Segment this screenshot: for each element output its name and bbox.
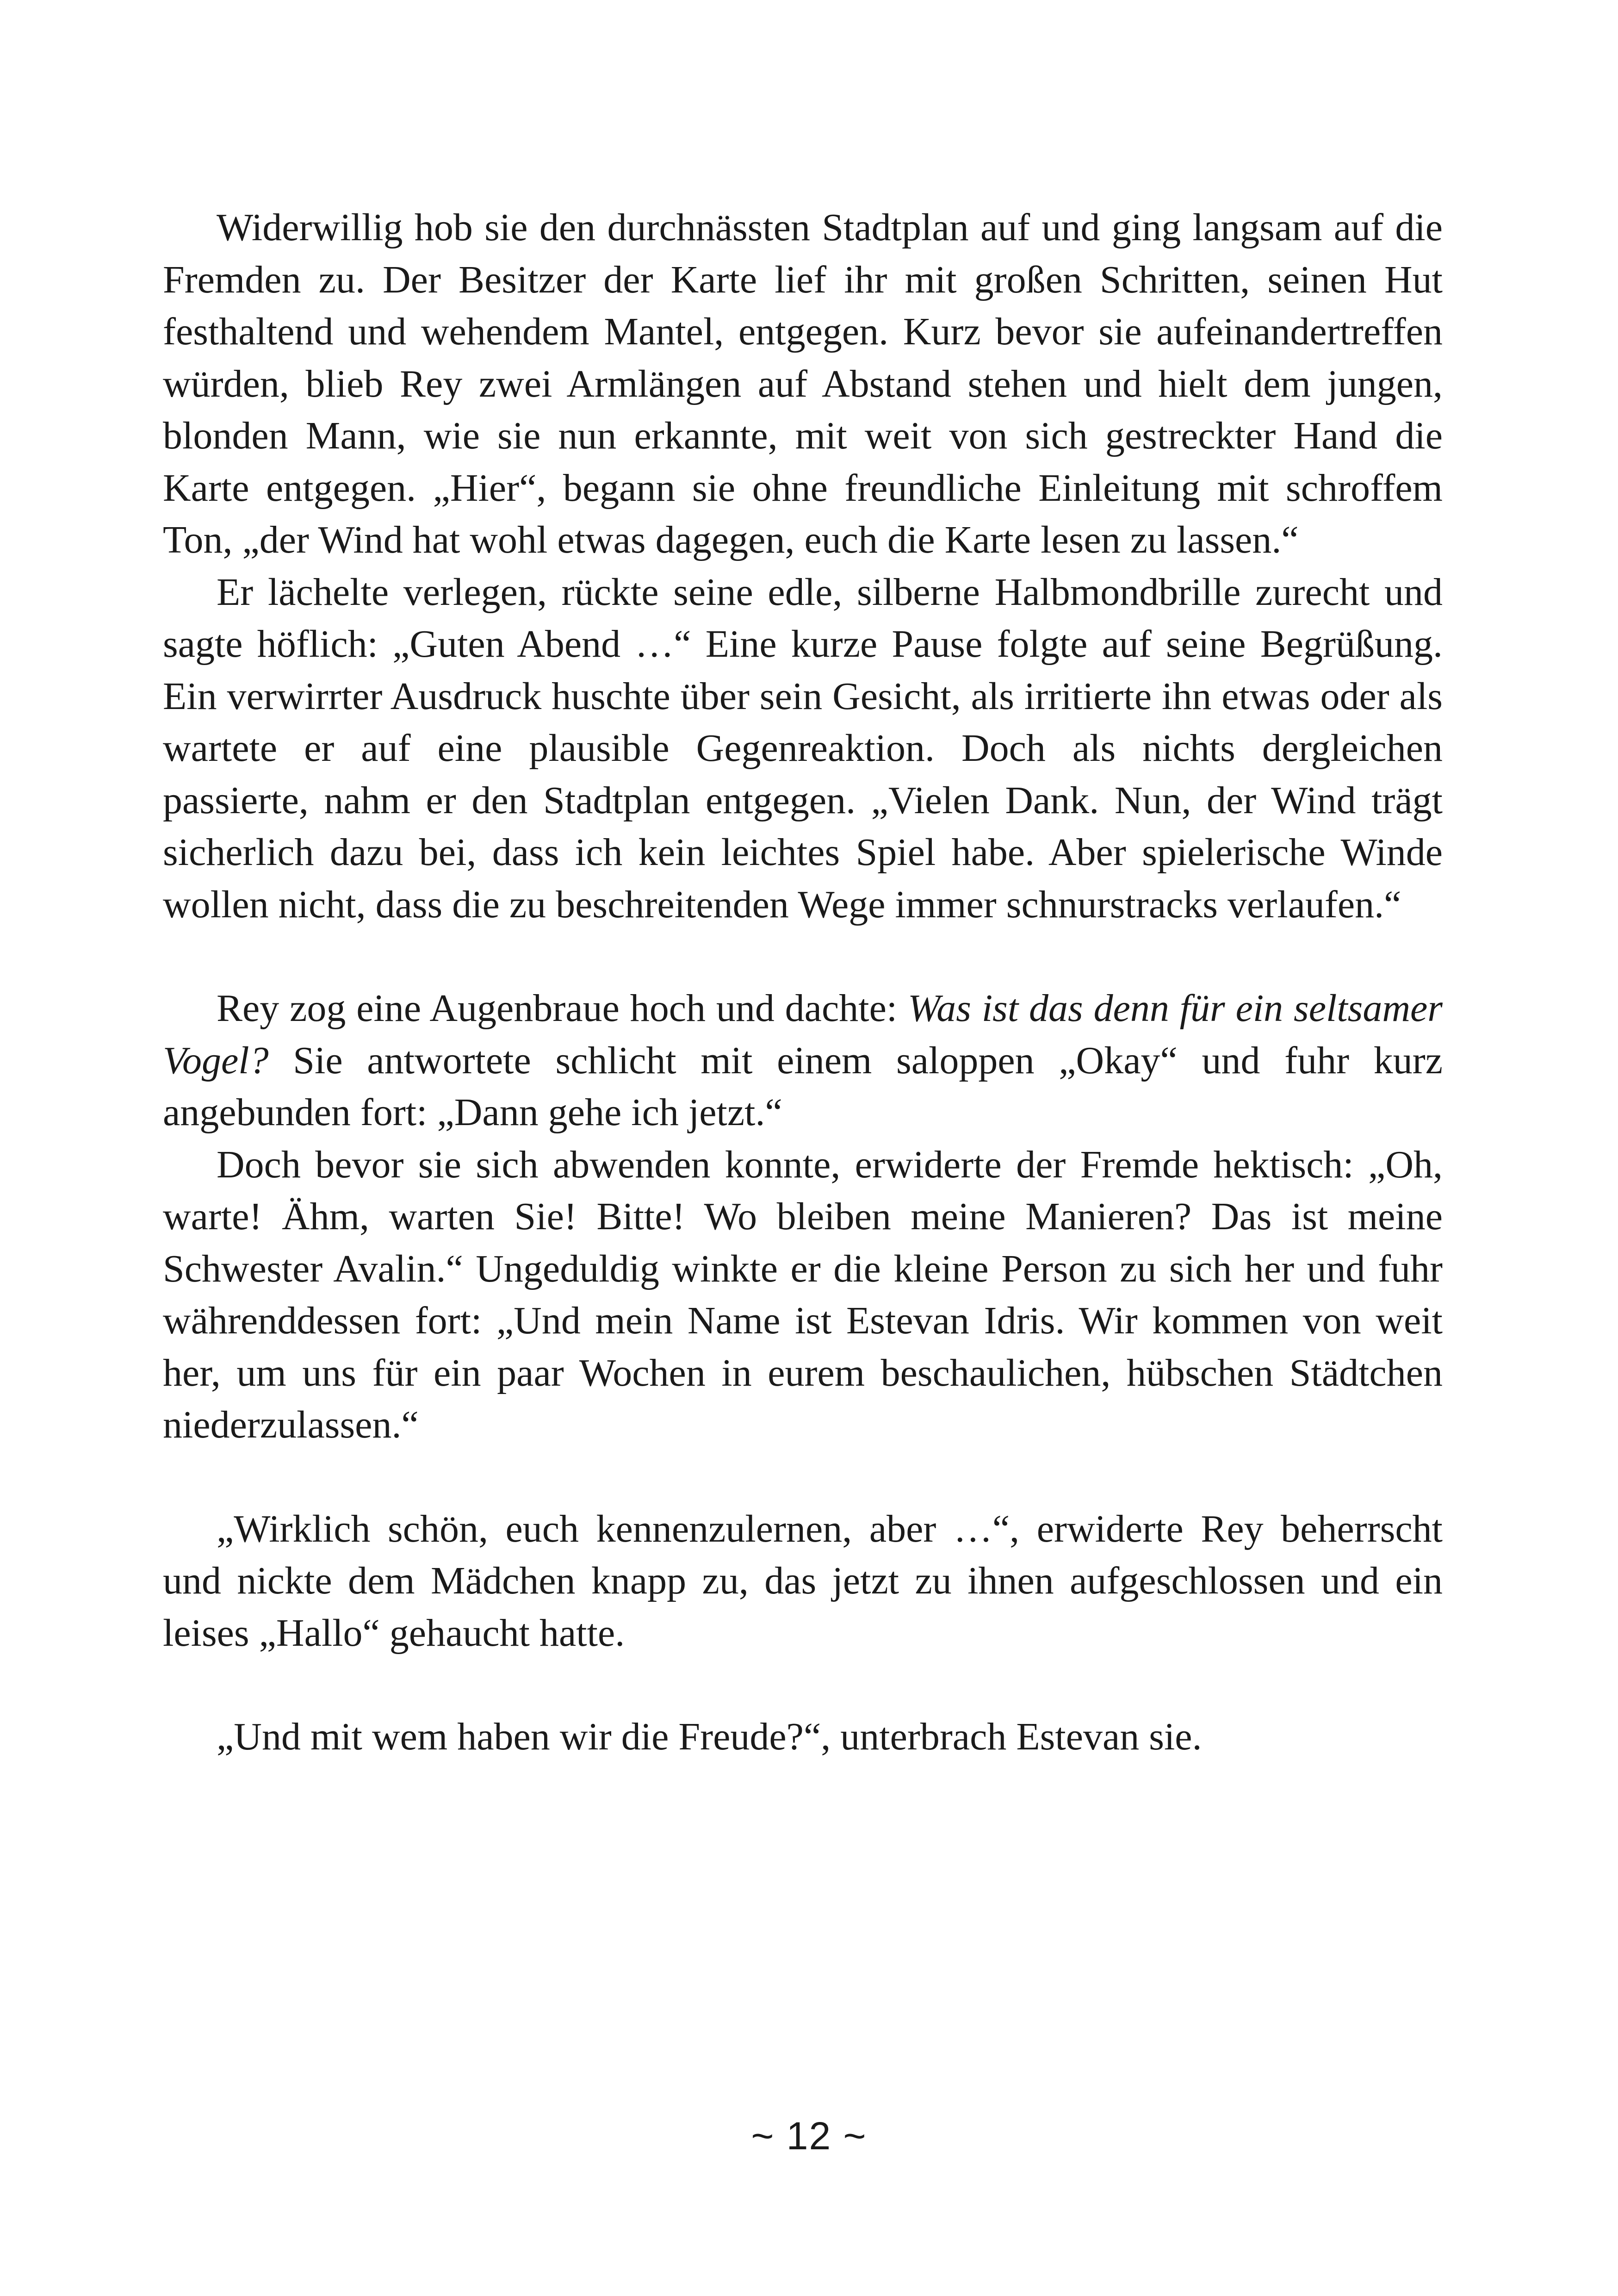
paragraph-2 bbox=[163, 566, 1443, 931]
paragraph-2-text: Er lächelte verlegen, rückte seine edle, silberne Halbmondbrille zurecht und sagte höflich: „Guten Abend …“ Eine kurze Pause folgte auf seine Begrüßung. Ein verwirrter Ausdruck huschte über sein Gesicht, als irritierte ihn etwas oder als wartete er auf eine plausible Gegenreaktion. Doch als nichts dergleichen passierte, nahm er den Stadtplan entgegen. „Vielen Dank. Nun, der Wind trägt sicherlich dazu bei, dass ich kein leichtes Spiel habe. Aber spielerische Winde wollen nicht, dass die zu beschreitenden Wege immer schnurstracks verlaufen.“ bbox=[163, 570, 1443, 926]
paragraph-5-text: „Wirklich schön, euch kennenzulernen, aber …“, erwiderte Rey beherrscht und nickte dem Mädchen knapp zu, das jetzt zu ihnen aufgeschlossen und ein leises „Hallo“ gehaucht hatte. bbox=[163, 1507, 1443, 1655]
paragraph-3-text-start: Rey zog eine Augenbraue hoch und dachte: bbox=[217, 987, 908, 1030]
paragraph-1-text: Widerwillig hob sie den durchnässten Stadtplan auf und ging langsam auf die Fremden zu. Der Besitzer der Karte lief ihr mit großen Schritten, seinen Hut festhaltend und wehendem Mantel, entgegen. Kurz bevor sie aufeinandertreffen würden, blieb Rey zwei Armlängen auf Abstand stehen und hielt dem jungen, blonden Mann, wie sie nun erkannte, mit weit von sich gestreckter Hand die Karte entgegen. „Hier“, begann sie ohne freundliche Einleitung mit schroffem Ton, „der Wind hat wohl etwas dagegen, euch die Karte lesen zu lassen.“ bbox=[163, 206, 1443, 561]
page-number: ~ 12 ~ bbox=[751, 2114, 867, 2158]
paragraph-3 bbox=[163, 983, 1443, 1139]
paragraph-3-italic-thought: Was ist das denn für ein seltsamer Vogel? bbox=[163, 987, 1443, 1082]
paragraph-4 bbox=[163, 1139, 1443, 1451]
page-body bbox=[163, 202, 1443, 1763]
paragraph-3-text-end: Sie antwortete schlicht mit einem saloppen „Okay“ und fuhr kurz angebunden fort: „Dann gehe ich jetzt.“ bbox=[163, 1039, 1443, 1134]
paragraph-1 bbox=[163, 202, 1443, 566]
paragraph-4-text: Doch bevor sie sich abwenden konnte, erwiderte der Fremde hektisch: „Oh, warte! Ähm, warten Sie! Bitte! Wo bleiben meine Manieren? Das ist meine Schwester Avalin.“ Ungeduldig winkte er die kleine Person zu sich her und fuhr währenddessen fort: „Und mein Name ist Estevan Idris. Wir kommen von weit her, um uns für ein paar Wochen in eurem beschaulichen, hübschen Städtchen niederzulassen.“ bbox=[163, 1143, 1443, 1446]
paragraph-5 bbox=[163, 1503, 1443, 1660]
paragraph-6-text: „Und mit wem haben wir die Freude?“, unterbrach Estevan sie. bbox=[217, 1715, 1202, 1758]
paragraph-6 bbox=[163, 1711, 1443, 1763]
